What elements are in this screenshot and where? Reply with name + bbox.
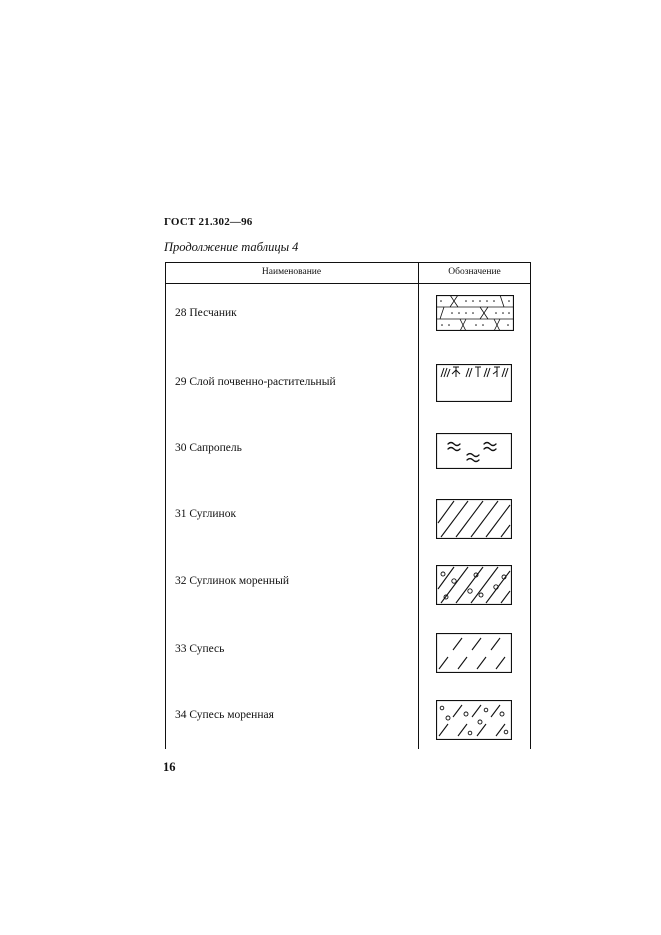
loam-pattern-icon [436,499,512,539]
page-number: 16 [163,760,176,774]
standard-code: ГОСТ 21.302—96 [164,216,253,228]
table-row-label: 28 Песчаник [175,307,237,319]
sapropel-pattern-icon [436,433,512,469]
moraine-loam-pattern-icon [436,565,512,605]
table-top-border [165,262,531,263]
table-row-label: 30 Сапропель [175,442,242,454]
column-header-symbol: Обозначение [448,267,501,277]
legend-table [165,262,531,749]
table-row-label: 34 Супесь моренная [175,709,274,721]
sandstone-pattern-icon [436,295,514,331]
table-left-border [165,262,166,749]
table-header-divider [165,283,531,284]
soil-vegetation-layer-pattern-icon [436,364,512,402]
table-continuation-caption: Продолжение таблицы 4 [164,240,299,254]
table-row-label: 32 Суглинок моренный [175,575,289,587]
sandy-loam-pattern-icon [436,633,512,673]
moraine-sandy-loam-pattern-icon [436,700,512,740]
table-right-border [530,262,531,749]
column-header-name: Наименование [261,267,322,277]
table-column-divider [418,262,419,749]
table-row-label: 31 Суглинок [175,508,237,520]
table-row-label: 29 Слой почвенно-растительный [175,376,336,388]
table-row-label: 33 Супесь [175,643,225,655]
